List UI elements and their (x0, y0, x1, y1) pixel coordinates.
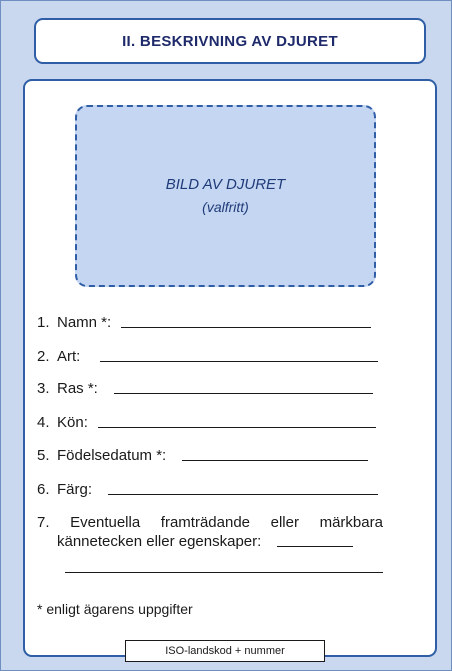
description-panel (23, 79, 437, 657)
field-label: Namn *: (57, 314, 112, 331)
photo-optional-note: (valfritt) (202, 199, 249, 215)
marks-line-2[interactable] (65, 572, 383, 573)
field-color (37, 481, 378, 498)
field-name (37, 314, 371, 331)
color-line[interactable] (108, 494, 378, 495)
field7-word-2: framträdande (160, 514, 251, 531)
field-number: 5. (37, 447, 50, 464)
field-number: 7. (37, 514, 50, 531)
field-number: 3. (37, 380, 50, 397)
field-label: Art: (57, 348, 81, 365)
iso-country-code-box (125, 640, 325, 662)
field-distinguishing-marks (37, 514, 383, 531)
field-number: 2. (37, 348, 50, 365)
animal-photo-placeholder[interactable] (75, 105, 376, 287)
field-number: 4. (37, 414, 50, 431)
field-label: Färg: (57, 481, 93, 498)
field-breed (37, 380, 373, 397)
photo-label: BILD AV DJURET (165, 176, 286, 193)
iso-label: ISO-landskod + nummer (165, 645, 285, 657)
field-species (37, 348, 378, 365)
field-number: 1. (37, 314, 50, 331)
species-line[interactable] (100, 361, 378, 362)
field-label: Födelsedatum *: (57, 447, 167, 464)
field-number: 6. (37, 481, 50, 498)
field-label: Kön: (57, 414, 88, 431)
footnote: * enligt ägarens uppgifter (37, 601, 193, 617)
marks-line-1[interactable] (277, 546, 353, 547)
breed-line[interactable] (114, 393, 373, 394)
field7-word-1: Eventuella (70, 514, 141, 531)
section-title-box (34, 18, 426, 64)
name-line[interactable] (121, 327, 371, 328)
section-title: II. BESKRIVNING AV DJURET (122, 32, 338, 50)
field-label: Ras *: (57, 380, 98, 397)
field-birthdate (37, 447, 368, 464)
sex-line[interactable] (98, 427, 376, 428)
field7-continuation (57, 533, 353, 550)
field7-word-4: märkbara (319, 514, 383, 531)
birthdate-line[interactable] (182, 460, 368, 461)
field7-word-3: eller (270, 514, 299, 531)
field-sex (37, 414, 376, 431)
field7-line2-text: kännetecken eller egenskaper: (57, 533, 262, 550)
